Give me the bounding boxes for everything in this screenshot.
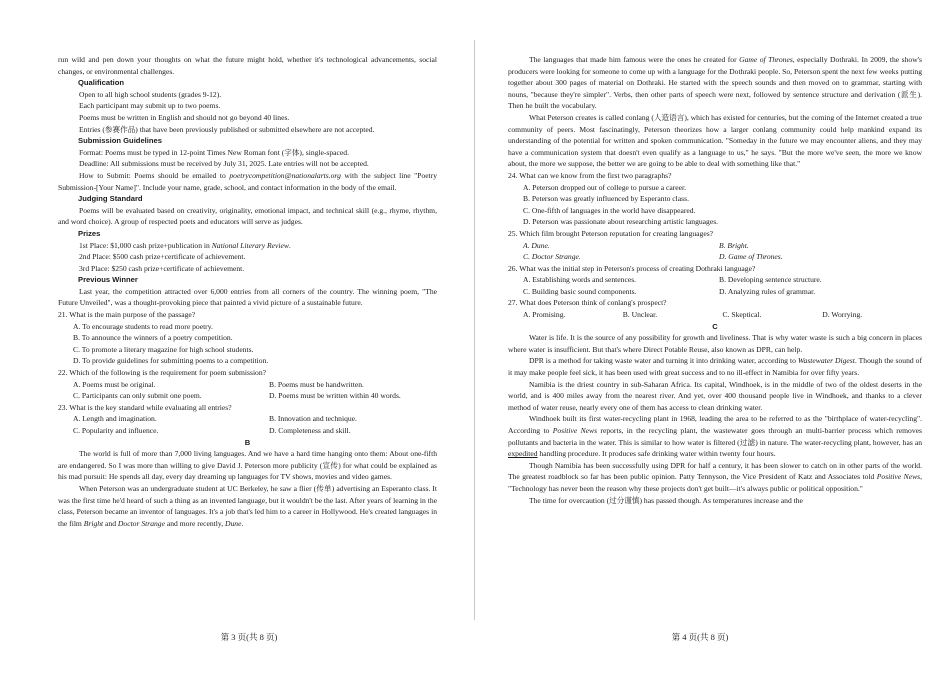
question-27-option: C. Skeptical. [722,310,762,320]
question-26-option: B. Developing sentence structure. [719,275,822,285]
question-27-options-row [508,309,922,321]
question-24-stem: 24. What can we know from the first two paragraphs? [508,170,672,180]
question-22-stem: 22. Which of the following is the requirement for poem submission? [58,368,267,378]
submission-deadline: Deadline: All submissions must be received by July 31, 2025. Late entries will not be accepted. [79,159,369,169]
section-c-heading: C [712,321,718,331]
column-divider [474,40,475,620]
question-26-option: A. Establishing words and sentences. [523,275,637,285]
submission-email: poetrycompetition@nationalarts.org [229,170,341,180]
left-column [58,54,437,529]
question-26-options-row [508,286,922,298]
passage-b-paragraph: The world is full of more than 7,000 living languages. And we have a hard time hanging onto them: About one-fifth are endangered. So I was more than willing to give David J. Peterson more publicity (宣传) for what could be explained as his mad pursuit: He spends all day, every day dreaming up languages for TV shows, movies and video games. [58,449,437,482]
question-25-stem: 25. Which film brought Peterson reputation for creating languages? [508,228,714,238]
prize-third: 3rd Place: $250 cash prize+certificate of achievement. [79,263,245,273]
question-24-option: D. Peterson was passionate about researching artistic languages. [523,217,719,227]
qualification-line: Entries (参赛作品) that have been previously published or submitted elsewhere are not accepted. [79,124,375,134]
question-26-options-row [508,274,922,286]
passage-c-paragraph: DPR is a method for taking waste water and turning it into drinking water, according to Wastewater Digest. Though the sound of it may make people feel sick, it has been used with great success and to no ill-effect in Namibia for over fifty years. [508,356,922,378]
question-23-option: C. Popularity and influence. [73,426,159,435]
page-number-left: 第 3 页(共 8 页) [220,632,278,642]
question-22-option: B. Poems must be handwritten. [269,379,364,389]
judging-text: Poems will be evaluated based on creativity, originality, emotional impact, and technical skill (e.g., rhyme, rhythm, and word choice). A group of respected poets and educators will serve as judges. [58,205,437,227]
question-21-option: C. To promote a literary magazine for high school students. [73,344,254,354]
qualification-line: Open to all high school students (grades 9-12). [79,89,222,99]
question-25-option: D. Game of Thrones. [719,252,783,262]
question-21-stem: 21. What is the main purpose of the passage? [58,310,196,320]
question-23-options-row [58,425,437,437]
section-b-heading: B [244,437,251,447]
question-25-option: A. Dune. [523,240,550,250]
submission-how-to: How to Submit: Poems should be emailed to poetrycompetition@nationalarts.org with the subject line "Poetry Submission-[Your Name]". Include your name, grade, school, and contact information in the body of the email. [58,170,437,192]
heading-submission-guidelines: Submission Guidelines [78,136,162,146]
question-24-option: C. One-fifth of languages in the world have disappeared. [523,205,696,215]
qualification-line: Poems must be written in English and should not go beyond 40 lines. [79,112,290,122]
question-26-stem: 26. What was the initial step in Peterson's process of creating Dothraki language? [508,263,756,273]
question-25-option: B. Bright. [719,240,749,250]
question-22-option: A. Poems must be original. [73,379,156,389]
heading-previous-winner: Previous Winner [78,275,138,285]
question-26-option: C. Building basic sound components. [523,286,637,296]
question-25-options-row [508,240,922,252]
question-26-option: D. Analyzing rules of grammar. [719,286,816,296]
question-22-options-row [58,390,437,402]
question-23-option: A. Length and imagination. [73,414,157,424]
question-22-options-row [58,379,437,391]
passage-b-paragraph: When Peterson was an undergraduate student at UC Berkeley, he saw a flier (传单) advertising an Esperanto class. It was the first time he'd heard of such a thing as an invented language, but it wouldn't be the last. After years of learning in the class, Peterson became an inventor of languages. It's a job that's led him to a career in Hollywood. He's created languages in the film Bright and Doctor Strange and more recently, Dune. [58,483,437,528]
passage-a-intro: run wild and pen down your thoughts on what the future might hold, whether it's technological advancements, social changes, or environmental challenges. [58,55,437,76]
heading-qualification: Qualification [78,78,124,88]
question-23-stem: 23. What is the key standard while evaluating all entries? [58,402,232,412]
question-27-option: D. Worrying. [822,310,863,320]
question-21-option: A. To encourage students to read more poetry. [73,321,213,331]
question-23-options-row [58,413,437,425]
passage-c-paragraph: Though Namibia has been successfully using DPR for half a century, it has been slower to catch on in other parts of the world. The greatest roadblock so far has been public opinion. Patty Tennyson, the Vice President of Katz and Associates told Positive News, "Technology has never been the reason why these projects don't get built—it's always public or political opposition." [508,460,922,493]
previous-winner-text: Last year, the competition attracted over 6,000 entries from all corners of the country. The winning poem, "The Future Unveiled", was a thought-provoking piece that painted a vivid picture of a sustainable future. [58,286,437,308]
page-number-right: 第 4 页(共 8 页) [671,632,729,642]
question-22-option: C. Participants can only submit one poem. [73,391,202,401]
passage-b-paragraph: What Peterson creates is called conlang (人造语言), which has existed for centuries, but the coming of the Internet created a true community of peers. Most fascinatingly, Peterson theorizes how a larger conlang community could help mankind expand its understanding of the potential for written and spoken communication. "Someday in the future we may encounter aliens, and they may have a communication system that doesn't even qualify as a language to us," he says. "But the more we've seen, the more we know about, the more we suppose, the better we are going to be able to deal with something like that." [508,112,922,169]
passage-c-paragraph: Namibia is the driest country in sub-Saharan Africa. Its capital, Windhoek, is in the middle of two of the oldest deserts in the world, and is 400 miles away from the nearest river. And yet, over 400 thousand people live in Windhoek, and thanks to a clever method of water reuse, nearly every one of them has access to clean drinking water. [508,379,922,412]
question-21-option: B. To announce the winners of a poetry competition. [73,333,233,343]
heading-prizes: Prizes [78,228,101,238]
prize-first: 1st Place: $1,000 cash prize+publication in National Literary Review. [79,240,291,250]
right-column [508,54,922,506]
passage-c-paragraph: Water is life. It is the source of any possibility for growth and liveliness. That is why water waste is such a big concern in places where water is insufficient. But that's where Direct Potable Reuse, also known as DPR, can help. [508,333,922,354]
question-25-option: C. Doctor Strange. [523,252,581,262]
submission-format: Format: Poems must be typed in 12-point Times New Roman font (字体), single-spaced. [79,147,349,157]
question-25-options-row [508,251,922,263]
question-27-option: B. Unclear. [622,310,658,320]
question-21-option: D. To provide guidelines for submitting poems to a competition. [73,356,269,366]
qualification-line: Each participant may submit up to two poems. [79,101,221,111]
passage-c-paragraph: Windhoek built its first water-recycling plant in 1968, leading the area to be referred to as the "birthplace of water-recycling". According to Positive News reports, in the recycling plant, the wastewater goes through an multi-barrier process which removes pollutants and bacteria in the water. This is similar to how water is filtered (过滤) in nature. The water-recycling plant, however, has an expedited handling procedure. It produces safe drinking water within twenty four hours. [508,414,922,459]
question-27-stem: 27. What does Peterson think of conlang's prospect? [508,298,667,308]
question-24-option: B. Peterson was greatly influenced by Esperanto class. [523,194,689,204]
question-22-option: D. Poems must be written within 40 words. [269,391,401,401]
prize-second: 2nd Place: $500 cash prize+certificate of achievement. [79,252,246,262]
question-23-option: B. Innovation and technique. [269,414,357,424]
heading-judging-standard: Judging Standard [78,194,143,204]
passage-b-paragraph: The languages that made him famous were the ones he created for Game of Thrones, especially Dothraki. In 2009, the show's producers were looking for someone to come up with a language for the Dothraki people. So, Peterson spent the next few weeks putting together about 300 pages of material on Dothraki. He started with the speech sounds and then moved on to grammar, starting with nouns, "because they're simpler". Verbs, then other parts of speech were next, followed by sentence structure and derivation (派生). Then he built the vocabulary. [508,55,923,111]
question-23-option: D. Completeness and skill. [269,426,351,435]
question-27-option: A. Promising. [523,310,566,320]
question-24-option: A. Peterson dropped out of college to pursue a career. [523,182,686,192]
passage-c-paragraph: The time for overcaution (过分谨慎) has passed though. As temperatures increase and the [529,495,803,505]
underlined-word-expedited: expedited [508,449,538,459]
